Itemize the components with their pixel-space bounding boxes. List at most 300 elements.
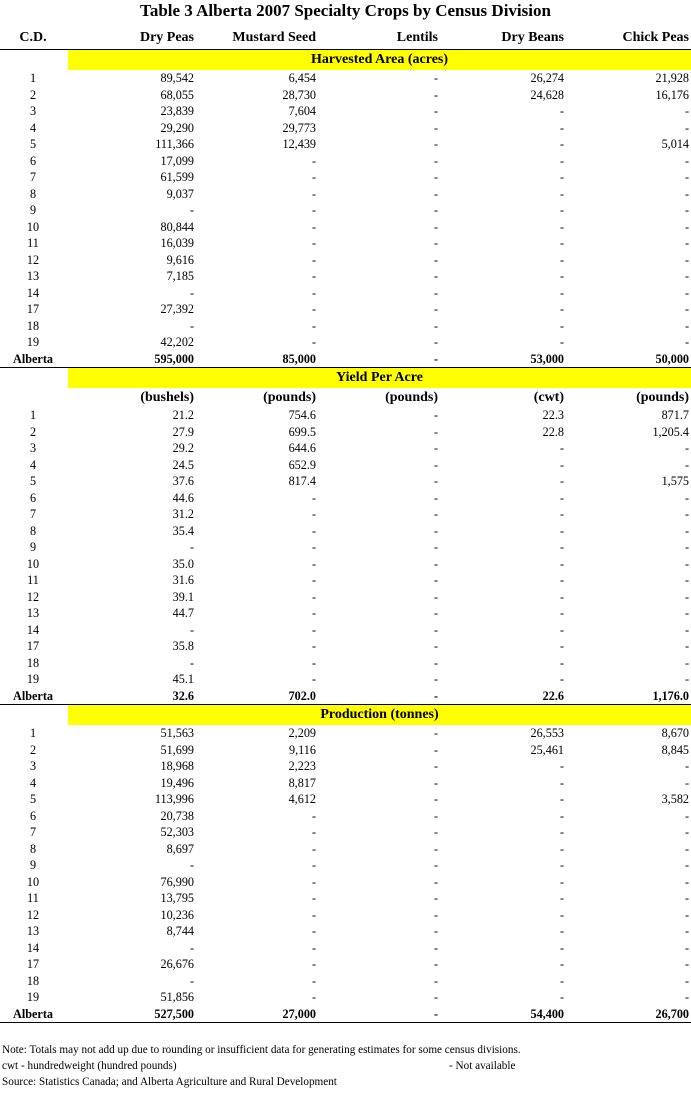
cell-cd: 7 xyxy=(29,170,37,184)
cell-lentils: - xyxy=(433,573,438,587)
section-header-row xyxy=(0,50,691,71)
cell-dry-beans: - xyxy=(559,957,564,971)
table-row xyxy=(0,318,691,335)
cell-chick-peas: - xyxy=(684,655,689,670)
table-row xyxy=(0,539,691,556)
cell-dry-peas: 51,856 xyxy=(160,990,194,1004)
section-header-spacer xyxy=(0,705,68,726)
cell-dry-beans: - xyxy=(559,219,564,234)
column-header-lentils: Lentils xyxy=(396,30,438,45)
cell-cd: 9 xyxy=(29,540,37,554)
cell-cd: 2 xyxy=(29,424,37,439)
cell-dry-peas: 89,542 xyxy=(160,71,194,85)
cell-chick-peas: - xyxy=(684,957,689,971)
table-row xyxy=(0,725,691,742)
total-lentils: - xyxy=(433,1006,438,1021)
cell-dry-peas: - xyxy=(189,622,194,637)
cell-chick-peas: - xyxy=(684,973,689,988)
cell-mustard-seed: 6,454 xyxy=(288,71,316,85)
cell-mustard-seed: - xyxy=(311,507,316,521)
cell-cd: 10 xyxy=(26,556,40,571)
cell-lentils: - xyxy=(433,556,438,571)
cell-cd: 6 xyxy=(29,808,37,823)
cell-dry-beans: - xyxy=(559,655,564,670)
cell-lentils: - xyxy=(433,726,438,740)
cell-mustard-seed: - xyxy=(311,302,316,316)
cell-dry-peas: - xyxy=(189,973,194,988)
cell-lentils: - xyxy=(433,408,438,422)
cell-chick-peas: - xyxy=(684,556,689,571)
cell-dry-peas: 26,676 xyxy=(160,957,194,971)
cell-dry-beans: - xyxy=(559,507,564,521)
cell-chick-peas: - xyxy=(684,606,689,620)
cell-dry-peas: 23,839 xyxy=(160,104,194,118)
cell-dry-beans: - xyxy=(559,858,564,872)
cell-dry-peas: 17,099 xyxy=(160,153,194,168)
cell-lentils: - xyxy=(433,957,438,971)
cell-dry-peas: 29.2 xyxy=(172,441,194,455)
cell-dry-beans: - xyxy=(559,203,564,217)
cell-dry-peas: 21.2 xyxy=(172,408,194,422)
cell-lentils: - xyxy=(433,540,438,554)
cell-cd: 1 xyxy=(29,408,37,422)
cell-chick-peas: 16,176 xyxy=(655,87,689,102)
cell-lentils: - xyxy=(433,841,438,856)
cell-dry-beans: - xyxy=(559,474,564,488)
cell-cd: 18 xyxy=(26,318,40,333)
cell-dry-beans: - xyxy=(559,874,564,889)
column-header-cd: C.D. xyxy=(19,30,47,45)
cell-lentils: - xyxy=(433,924,438,938)
table-notes xyxy=(2,1042,691,1090)
cell-cd: 12 xyxy=(26,589,40,604)
cell-dry-beans: 22.8 xyxy=(542,424,564,439)
cell-cd: 11 xyxy=(27,891,39,905)
cell-lentils: - xyxy=(433,203,438,217)
table-row xyxy=(0,169,691,186)
cell-dry-peas: 44.7 xyxy=(172,606,194,620)
table-row xyxy=(0,841,691,858)
cell-cd: 5 xyxy=(29,792,37,806)
cell-cd: 19 xyxy=(26,672,40,686)
unit-chick-peas: (pounds) xyxy=(636,390,689,405)
cell-lentils: - xyxy=(433,170,438,184)
cell-mustard-seed: - xyxy=(311,540,316,554)
cell-lentils: - xyxy=(433,490,438,505)
cell-dry-beans: - xyxy=(559,606,564,620)
cell-lentils: - xyxy=(433,874,438,889)
cell-cd: 2 xyxy=(29,742,37,757)
total-cd: Alberta xyxy=(13,1006,53,1021)
cell-mustard-seed: - xyxy=(311,556,316,571)
cell-lentils: - xyxy=(433,825,438,839)
table-row xyxy=(0,622,691,639)
cell-mustard-seed: 2,209 xyxy=(288,726,316,740)
section-heading: Production (tonnes) xyxy=(68,705,691,726)
cell-dry-peas: 61,599 xyxy=(160,170,194,184)
cell-lentils: - xyxy=(433,87,438,102)
cell-lentils: - xyxy=(433,457,438,472)
cell-dry-peas: 52,303 xyxy=(160,825,194,839)
cell-chick-peas: - xyxy=(684,891,689,905)
cell-dry-peas: 29,290 xyxy=(160,120,194,135)
cell-dry-peas: 51,699 xyxy=(160,742,194,757)
cell-dry-peas: 10,236 xyxy=(160,907,194,922)
cell-lentils: - xyxy=(433,474,438,488)
total-cd: Alberta xyxy=(13,351,53,366)
cell-chick-peas: - xyxy=(684,457,689,472)
cell-dry-peas: 20,738 xyxy=(160,808,194,823)
total-mustard-seed: 85,000 xyxy=(282,351,316,366)
unit-dry-peas: (bushels) xyxy=(140,390,194,405)
cell-chick-peas: - xyxy=(684,219,689,234)
cell-dry-beans: - xyxy=(559,841,564,856)
cell-dry-beans: - xyxy=(559,457,564,472)
cell-chick-peas: - xyxy=(684,589,689,604)
cell-chick-peas: - xyxy=(684,120,689,135)
cell-mustard-seed: - xyxy=(311,269,316,283)
column-header-mustard-seed: Mustard Seed xyxy=(232,30,316,45)
table-row xyxy=(0,956,691,973)
cell-dry-beans: - xyxy=(559,523,564,538)
table-row xyxy=(0,758,691,775)
table-row xyxy=(0,120,691,137)
cell-chick-peas: 21,928 xyxy=(655,71,689,85)
cell-chick-peas: 8,845 xyxy=(661,742,689,757)
cell-mustard-seed: - xyxy=(311,841,316,856)
cell-dry-peas: - xyxy=(189,540,194,554)
cell-dry-peas: 42,202 xyxy=(160,335,194,349)
cell-lentils: - xyxy=(433,891,438,905)
cell-chick-peas: 3,582 xyxy=(661,792,689,806)
cell-cd: 10 xyxy=(26,874,40,889)
cell-mustard-seed: - xyxy=(311,808,316,823)
note-row-totals xyxy=(2,1042,691,1058)
cell-chick-peas: - xyxy=(684,622,689,637)
cell-lentils: - xyxy=(433,655,438,670)
cell-mustard-seed: 754.6 xyxy=(288,408,316,422)
cell-dry-peas: 35.0 xyxy=(172,556,194,571)
cell-chick-peas: - xyxy=(684,318,689,333)
cell-dry-beans: - xyxy=(559,589,564,604)
cell-chick-peas: - xyxy=(684,302,689,316)
total-lentils: - xyxy=(433,351,438,366)
cell-dry-beans: 25,461 xyxy=(530,742,564,757)
cell-cd: 14 xyxy=(26,940,40,955)
cell-chick-peas: - xyxy=(684,841,689,856)
cell-dry-beans: - xyxy=(559,775,564,790)
cell-lentils: - xyxy=(433,523,438,538)
table-row xyxy=(0,989,691,1006)
unit-mustard-seed: (pounds) xyxy=(263,390,316,405)
cell-dry-peas: 35.8 xyxy=(172,639,194,653)
cell-cd: 6 xyxy=(29,490,37,505)
cell-chick-peas: - xyxy=(684,573,689,587)
cell-dry-beans: - xyxy=(559,285,564,300)
cell-dry-beans: 26,274 xyxy=(530,71,564,85)
cell-mustard-seed: - xyxy=(311,490,316,505)
table-row xyxy=(0,103,691,120)
cell-dry-beans: - xyxy=(559,120,564,135)
cell-cd: 11 xyxy=(27,236,39,250)
table-row xyxy=(0,824,691,841)
cell-lentils: - xyxy=(433,672,438,686)
cell-cd: 19 xyxy=(26,990,40,1004)
note-not-available: - Not available xyxy=(449,1060,516,1072)
cell-cd: 17 xyxy=(26,302,40,316)
cell-lentils: - xyxy=(433,639,438,653)
column-header-dry-peas: Dry Peas xyxy=(139,30,194,45)
total-dry-beans: 22.6 xyxy=(542,688,564,703)
table-row xyxy=(0,572,691,589)
total-mustard-seed: 27,000 xyxy=(282,1006,316,1021)
table-row xyxy=(0,775,691,792)
cell-dry-beans: - xyxy=(559,137,564,151)
cell-cd: 4 xyxy=(29,120,37,135)
cell-lentils: - xyxy=(433,335,438,349)
cell-chick-peas: - xyxy=(684,269,689,283)
table-row xyxy=(0,973,691,990)
cell-chick-peas: - xyxy=(684,775,689,790)
cell-dry-peas: 44.6 xyxy=(172,490,194,505)
cell-chick-peas: - xyxy=(684,990,689,1004)
cell-mustard-seed: - xyxy=(311,990,316,1004)
cell-dry-beans: - xyxy=(559,940,564,955)
cell-cd: 3 xyxy=(29,104,37,118)
section-header-row xyxy=(0,705,691,726)
cell-lentils: - xyxy=(433,507,438,521)
cell-dry-peas: 27.9 xyxy=(172,424,194,439)
table-row xyxy=(0,940,691,957)
cell-dry-beans: - xyxy=(559,236,564,250)
cell-mustard-seed: - xyxy=(311,186,316,201)
cell-cd: 14 xyxy=(26,622,40,637)
cell-dry-beans: - xyxy=(559,639,564,653)
cell-dry-peas: - xyxy=(189,318,194,333)
table-row xyxy=(0,638,691,655)
cell-chick-peas: - xyxy=(684,252,689,267)
cell-dry-peas: - xyxy=(189,285,194,300)
cell-dry-peas: - xyxy=(189,858,194,872)
cell-mustard-seed: - xyxy=(311,622,316,637)
cell-lentils: - xyxy=(433,907,438,922)
table-row xyxy=(0,874,691,891)
cell-dry-peas: 24.5 xyxy=(172,457,194,472)
cell-dry-peas: 31.6 xyxy=(172,573,194,587)
cell-lentils: - xyxy=(433,302,438,316)
cell-mustard-seed: 28,730 xyxy=(282,87,316,102)
cell-chick-peas: 1,575 xyxy=(661,474,689,488)
cell-mustard-seed: - xyxy=(311,170,316,184)
cell-dry-beans: - xyxy=(559,924,564,938)
cell-dry-beans: 26,553 xyxy=(530,726,564,740)
cell-mustard-seed: - xyxy=(311,219,316,234)
cell-lentils: - xyxy=(433,236,438,250)
cell-mustard-seed: - xyxy=(311,153,316,168)
total-dry-beans: 54,400 xyxy=(530,1006,564,1021)
cell-lentils: - xyxy=(433,137,438,151)
units-row xyxy=(0,388,691,407)
cell-cd: 1 xyxy=(29,726,37,740)
table-row xyxy=(0,186,691,203)
table-row xyxy=(0,490,691,507)
total-cd: Alberta xyxy=(13,688,53,703)
table-row xyxy=(0,301,691,318)
cell-chick-peas: - xyxy=(684,203,689,217)
cell-mustard-seed: - xyxy=(311,907,316,922)
table-row xyxy=(0,655,691,672)
cell-mustard-seed: - xyxy=(311,606,316,620)
cell-cd: 12 xyxy=(26,907,40,922)
cell-lentils: - xyxy=(433,424,438,439)
total-dry-beans: 53,000 xyxy=(530,351,564,366)
cell-dry-beans: - xyxy=(559,759,564,773)
cell-mustard-seed: - xyxy=(311,252,316,267)
cell-chick-peas: - xyxy=(684,335,689,349)
cell-dry-beans: 24,628 xyxy=(530,87,564,102)
cell-mustard-seed: - xyxy=(311,891,316,905)
table-row xyxy=(0,506,691,523)
cell-dry-peas: 80,844 xyxy=(160,219,194,234)
cell-mustard-seed: 652.9 xyxy=(288,457,316,472)
note-source: Source: Statistics Canada; and Alberta Agriculture and Rural Development xyxy=(2,1076,337,1088)
cell-chick-peas: - xyxy=(684,523,689,538)
note-row-cwt xyxy=(2,1058,691,1074)
cell-cd: 8 xyxy=(29,841,37,856)
cell-lentils: - xyxy=(433,792,438,806)
cell-dry-beans: - xyxy=(559,170,564,184)
cell-dry-peas: 111,366 xyxy=(155,137,194,151)
cell-cd: 4 xyxy=(29,775,37,790)
cell-mustard-seed: - xyxy=(311,973,316,988)
unit-dry-beans: (cwt) xyxy=(533,390,564,405)
cell-mustard-seed: - xyxy=(311,589,316,604)
cell-mustard-seed: - xyxy=(311,523,316,538)
cell-cd: 10 xyxy=(26,219,40,234)
cell-cd: 9 xyxy=(29,203,37,217)
cell-cd: 5 xyxy=(29,137,37,151)
cell-lentils: - xyxy=(433,622,438,637)
cell-dry-beans: - xyxy=(559,441,564,455)
section-header-spacer xyxy=(0,368,68,389)
cell-cd: 3 xyxy=(29,441,37,455)
cell-mustard-seed: - xyxy=(311,639,316,653)
cell-dry-peas: 113,996 xyxy=(154,792,194,806)
table-row xyxy=(0,556,691,573)
cell-dry-peas: 18,968 xyxy=(160,759,194,773)
cell-cd: 9 xyxy=(29,858,37,872)
cell-cd: 5 xyxy=(29,474,37,488)
cell-mustard-seed: 8,817 xyxy=(288,775,316,790)
cell-mustard-seed: 817.4 xyxy=(288,474,316,488)
cell-mustard-seed: - xyxy=(311,957,316,971)
table-row xyxy=(0,907,691,924)
cell-mustard-seed: - xyxy=(311,924,316,938)
total-row xyxy=(0,1006,691,1023)
cell-dry-beans: - xyxy=(559,573,564,587)
cell-dry-beans: - xyxy=(559,556,564,571)
cell-chick-peas: - xyxy=(684,441,689,455)
cell-dry-beans: - xyxy=(559,891,564,905)
cell-chick-peas: - xyxy=(684,639,689,653)
cell-cd: 1 xyxy=(29,71,37,85)
total-mustard-seed: 702.0 xyxy=(288,688,316,703)
cell-mustard-seed: 4,612 xyxy=(288,792,316,806)
cell-dry-beans: - xyxy=(559,808,564,823)
cell-lentils: - xyxy=(433,285,438,300)
cell-mustard-seed: 644.6 xyxy=(288,441,316,455)
total-dry-peas: 595,000 xyxy=(154,351,194,366)
cell-mustard-seed: - xyxy=(311,858,316,872)
cell-chick-peas: - xyxy=(684,153,689,168)
total-chick-peas: 1,176.0 xyxy=(652,688,689,703)
cell-dry-peas: 68,055 xyxy=(160,87,194,102)
table-row xyxy=(0,923,691,940)
cell-chick-peas: - xyxy=(684,907,689,922)
cell-cd: 13 xyxy=(26,924,40,938)
note-cwt: cwt - hundredweight (hundred pounds) xyxy=(2,1060,177,1072)
table-row xyxy=(0,457,691,474)
cell-chick-peas: - xyxy=(684,940,689,955)
cell-dry-beans: - xyxy=(559,540,564,554)
cell-chick-peas: - xyxy=(684,285,689,300)
cell-lentils: - xyxy=(433,940,438,955)
cell-chick-peas: - xyxy=(684,104,689,118)
cell-lentils: - xyxy=(433,269,438,283)
cell-dry-beans: - xyxy=(559,153,564,168)
cell-lentils: - xyxy=(433,186,438,201)
total-lentils: - xyxy=(433,688,438,703)
cell-lentils: - xyxy=(433,973,438,988)
table-row xyxy=(0,440,691,457)
cell-dry-beans: - xyxy=(559,104,564,118)
table-row xyxy=(0,742,691,759)
table-row xyxy=(0,219,691,236)
cell-mustard-seed: - xyxy=(311,236,316,250)
cell-cd: 18 xyxy=(26,973,40,988)
cell-dry-peas: - xyxy=(189,203,194,217)
cell-dry-peas: 51,563 xyxy=(160,726,194,740)
cell-mustard-seed: - xyxy=(311,335,316,349)
unit-lentils: (pounds) xyxy=(385,390,438,405)
cell-chick-peas: 1,205.4 xyxy=(652,424,689,439)
total-chick-peas: 26,700 xyxy=(655,1006,689,1021)
cell-dry-beans: - xyxy=(559,907,564,922)
cell-mustard-seed: - xyxy=(311,672,316,686)
table-row xyxy=(0,252,691,269)
cell-dry-peas: 76,990 xyxy=(160,874,194,889)
cell-dry-peas: 37.6 xyxy=(172,474,194,488)
cell-chick-peas: - xyxy=(684,490,689,505)
cell-dry-beans: - xyxy=(559,186,564,201)
total-chick-peas: 50,000 xyxy=(655,351,689,366)
cell-chick-peas: - xyxy=(684,858,689,872)
cell-dry-peas: 13,795 xyxy=(160,891,194,905)
cell-mustard-seed: 9,116 xyxy=(289,742,316,757)
table-row xyxy=(0,890,691,907)
cell-dry-beans: - xyxy=(559,335,564,349)
cell-chick-peas: - xyxy=(684,924,689,938)
section-heading: Harvested Area (acres) xyxy=(68,50,691,71)
cell-cd: 12 xyxy=(26,252,40,267)
cell-lentils: - xyxy=(433,104,438,118)
cell-lentils: - xyxy=(433,252,438,267)
cell-mustard-seed: - xyxy=(311,825,316,839)
cell-cd: 19 xyxy=(26,335,40,349)
cell-cd: 3 xyxy=(29,759,37,773)
cell-dry-beans: - xyxy=(559,672,564,686)
table-title: Table 3 Alberta 2007 Specialty Crops by Census Division xyxy=(140,1,551,20)
